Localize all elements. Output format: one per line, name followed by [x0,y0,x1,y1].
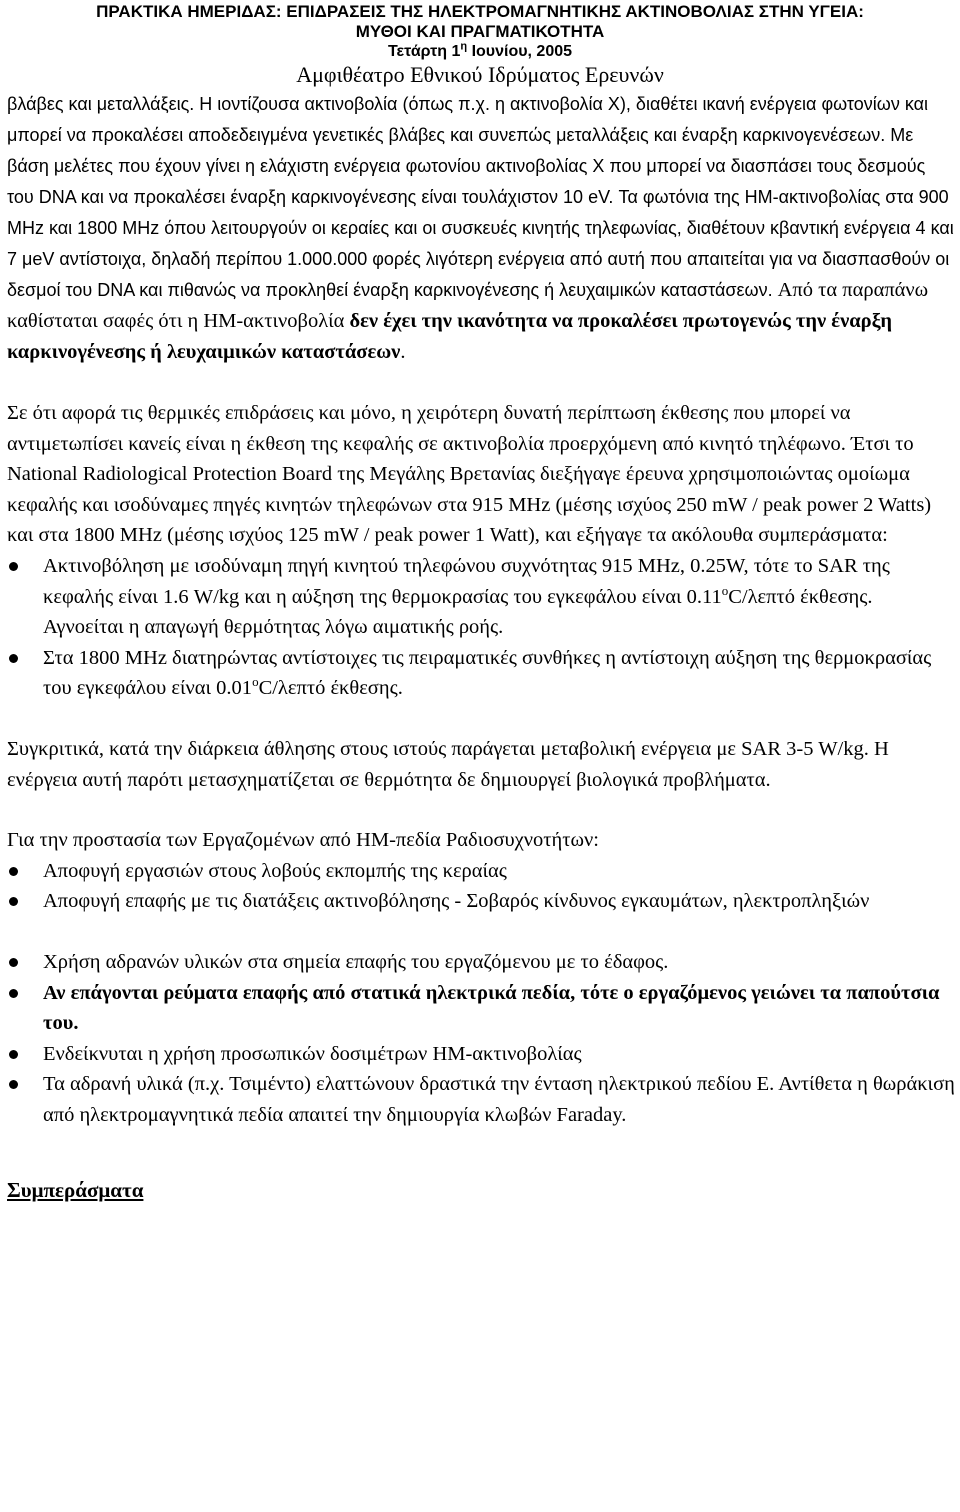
spacer [7,795,955,825]
header-title-line1: ΠΡΑΚΤΙΚΑ ΗΜΕΡΙΔΑΣ: ΕΠΙΔΡΑΣΕΙΣ ΤΗΣ ΗΛΕΚΤΡΟΜΑΓΝΗΤΙΚΗΣ ΑΚΤΙΝΟΒΟΛΙΑΣ ΣΤΗΝ ΥΓΕΙΑ: [96,2,864,21]
bullet-icon [9,562,18,571]
bullet-icon [9,1050,18,1059]
bullet-list-protection-b [7,947,955,1131]
header-date: Τετάρτη $1^\eta$ Ιουνίου, 2005 [387,40,573,60]
list-item: Αποφυγή εργασιών στους λοβούς εκπομπής της κεραίας [7,856,955,887]
paragraph-thermal-effects: Σε ότι αφορά τις θερμικές επιδράσεις και μόνο, η χειρότερη δυνατή περίπτωση έκθεσης που μπορεί να αντιμετωπίσει κανείς είναι η έκθεση της κεφαλής σε ακτινοβολία προερχόμενη από κινητό τηλέφωνο. Έτσι το National Radiological Protection Board της Μεγάλης Βρετανίας διεξήγαγε έρευνα χρησιμοποιώντας ομοίωμα κεφαλής και ισοδύναμες πηγές κινητών τηλεφώνων στα 915 MHz (μέσης ισχύος 250 mW / peak power 2 Watts) και στα 1800 MHz (μέσης ισχύος 125 mW / peak power 1 Watt), και εξήγαγε τα ακόλουθα συμπεράσματα: [7,402,932,547]
list-item: Ενδείκνυται η χρήση προσωπικών δοσιμέτρων ΗΜ-ακτινοβολίας [7,1039,955,1070]
bullet-icon [9,897,18,906]
bullet-icon [9,867,18,876]
bullet-icon [9,958,18,967]
bullet-list-protection-a [7,856,955,917]
bullet-list-nrpb-results [7,551,955,704]
bullet-icon [9,654,18,663]
list-item: Αν επάγονται ρεύματα επαφής από στατικά ηλεκτρικά πεδία, τότε ο εργαζόμενος γειώνει τα παπούτσια του. [7,978,955,1039]
spacer [7,1130,955,1178]
header-venue: Αμφιθέατρο Εθνικού Ιδρύματος Ερευνών [296,62,664,87]
list-item: Ακτινοβόληση με ισοδύναμη πηγή κινητού τηλεφώνου συχνότητας 915 MHz, 0.25W, τότε το SAR της κεφαλής είναι 1.6 W/kg και η αύξηση της θερμοκρασίας του εγκεφάλου είναι 0.11$^o$C/λεπτό έκθεσης. Αγνοείται η απαγωγή θερμότητας λόγω αιματικής ροής. [7,551,955,643]
header-title-line2: ΜΥΘΟΙ ΚΑΙ ΠΡΑΓΜΑΤΙΚΟΤΗΤΑ [355,22,605,41]
list-item: Χρήση αδρανών υλικών στα σημεία επαφής του εργαζόμενου με το έδαφος. [7,947,955,978]
page-header [0,0,960,88]
list-item: Στα 1800 MHz διατηρώντας αντίστοιχες τις πειραματικές συνθήκες η αντίστοιχη αύξηση της θερμοκρασίας του εγκεφάλου είναι 0.01$^o$C/λεπτό έκθεσης. [7,643,955,704]
spacer [7,917,955,947]
paragraph-comparison: Συγκριτικά, κατά την διάρκεια άθλησης στους ιστούς παράγεται μεταβολική ενέργεια με SAR 3-5 W/kg. Η ενέργεια αυτή παρότι μετασχηματίζεται σε θερμότητα δε δημιουργεί βιολογικά προβλήματα. [7,737,889,791]
bullet-icon [9,1080,18,1089]
bullet-icon [9,989,18,998]
body-content [7,89,955,1203]
spacer [7,704,955,734]
list-item: Τα αδρανή υλικά (π.χ. Τσιμέντο) ελαττώνουν δραστικά την ένταση ηλεκτρικού πεδίου Ε. Αντίθετα η θωράκιση από ηλεκτρομαγνητικά πεδία απαιτεί την δημιουργία κλωβών Faraday. [7,1069,955,1130]
section-heading-conclusions: Συμπεράσματα [7,1178,144,1203]
paragraph-worker-protection-intro: Για την προστασία των Εργαζομένων από ΗΜ-πεδία Ραδιοσυχνοτήτων: [7,829,599,852]
paragraph-ionizing-radiation: βλάβες και μεταλλάξεις. Η ιοντίζουσα ακτινοβολία (όπως π.χ. η ακτινοβολία Χ), διαθέτει ικανή ενέργεια φωτονίων και μπορεί να προκαλέσει αποδεδειγμένα γενετικές βλάβες και συνεπώς μεταλλάξεις και έναρξη καρκινογενέσεων. Με βάση μελέτες που έχουν γίνει η ελάχιστη ενέργεια φωτονίου ακτινοβολίας Χ που μπορεί να διασπάσει τους δεσμούς του DNA και να προκαλέσει έναρξη καρκινογένεσης είναι τουλάχιστον 10 eV. Τα φωτόνια της ΗΜ-ακτινοβολίας στα 900 MHz και 1800 MHz όπου λειτουργούν οι κεραίες και οι συσκευές κινητής τηλεφωνίας, διαθέτουν κβαντική ενέργεια 4 και 7 μeV αντίστοιχα, δηλαδή περίπου 1.000.000 φορές λιγότερη ενέργεια από αυτή που απαιτείται για να διασπασθούν οι δεσμοί του DNA και πιθανώς να προκληθεί έναρξη καρκινογένεσης ή λευχαιμικών καταστάσεων. Από τα παραπάνω καθίσταται σαφές ότι η ΗΜ-ακτινοβολία δεν έχει την ικανότητα να προκαλέσει πρωτογενώς την έναρξη καρκινογένεσης ή λευχαιμικών καταστάσεων. [7,94,954,363]
list-item: Αποφυγή επαφής με τις διατάξεις ακτινοβόλησης - Σοβαρός κίνδυνος εγκαυμάτων, ηλεκτροπληξιών [7,886,955,917]
spacer [7,368,955,398]
